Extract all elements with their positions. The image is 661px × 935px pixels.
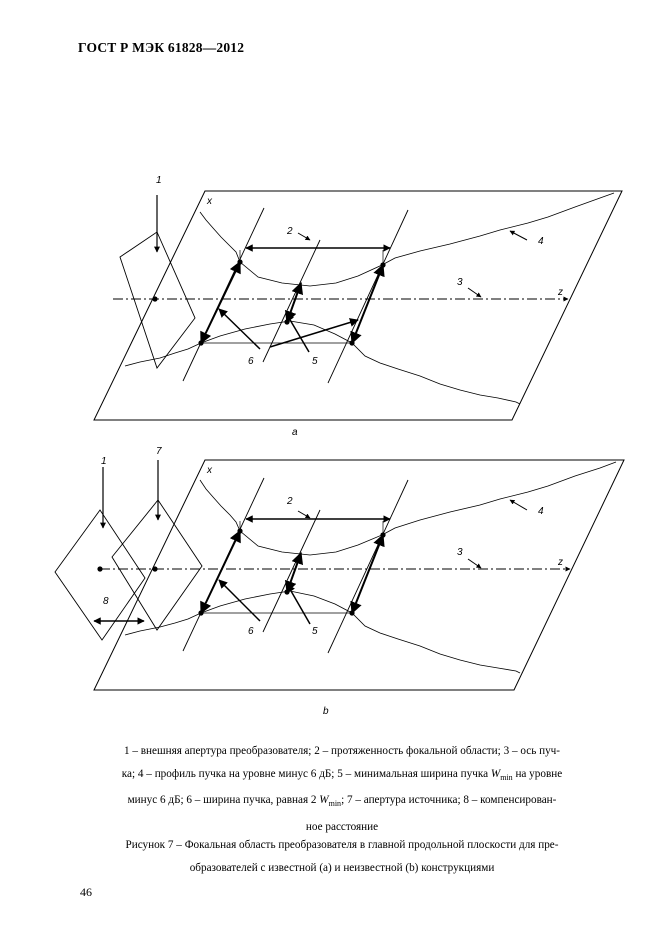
profile-point — [198, 340, 203, 345]
profile-point — [237, 259, 242, 264]
aperture-center-point — [152, 566, 157, 571]
label-8: 8 — [103, 596, 109, 607]
leader-3 — [468, 288, 481, 297]
legend-line: 1 – внешняя апертура преобразователя; 2 – протяженность фокальной области; 3 – ось пуч- — [123, 745, 561, 757]
leader-5 — [287, 584, 310, 624]
profile-point — [380, 532, 385, 537]
leader-2 — [298, 233, 310, 240]
label-z: z — [558, 287, 563, 298]
leader-5 — [286, 313, 309, 352]
focal-line-center — [263, 240, 320, 362]
leader-4 — [510, 231, 527, 240]
label-3: 3 — [457, 547, 463, 558]
aperture-center-point — [152, 296, 157, 301]
profile-point — [284, 589, 289, 594]
leader-4 — [510, 500, 527, 510]
leader-2 — [298, 511, 310, 518]
label-6: 6 — [248, 356, 254, 367]
label-2: 2 — [287, 496, 293, 507]
beam-profile-bottom — [125, 591, 520, 673]
label-x: x — [207, 465, 212, 476]
beam-profile-top — [200, 462, 616, 555]
label-5: 5 — [312, 356, 318, 367]
profile-point — [380, 262, 385, 267]
label-x: x — [207, 196, 212, 207]
caption-line: образователей с известной (a) и неизвестной (b) конструкциями — [189, 861, 495, 874]
leader-6 — [219, 580, 260, 621]
label-z: z — [558, 557, 563, 568]
page-number: 46 — [80, 885, 92, 899]
label-1: 1 — [101, 456, 107, 467]
sub-caption-b: b — [323, 706, 329, 717]
min-beam-width — [287, 283, 301, 322]
label-1: 1 — [156, 175, 162, 186]
figure-a — [94, 175, 622, 438]
document-header: ГОСТ Р МЭК 61828—2012 — [78, 40, 245, 55]
label-4: 4 — [538, 236, 544, 247]
legend-line: ное расстояние — [305, 820, 379, 833]
profile-point — [237, 528, 242, 533]
transducer-aperture — [120, 232, 195, 368]
focal-line-center — [263, 510, 320, 632]
label-5: 5 — [312, 626, 318, 637]
profile-point — [284, 319, 289, 324]
label-2: 2 — [287, 226, 293, 237]
beam-width-left — [201, 262, 240, 343]
caption-line: Рисунок 7 – Фокальная область преобразователя в главной продольной плоскости для пре- — [125, 839, 559, 851]
label-6: 6 — [248, 626, 254, 637]
label-7: 7 — [156, 446, 162, 457]
transducer-aperture — [112, 500, 202, 630]
profile-point — [198, 610, 203, 615]
profile-point — [349, 340, 354, 345]
leader-3 — [468, 559, 481, 568]
beam-width-right — [352, 535, 383, 613]
label-3: 3 — [457, 277, 463, 288]
figure-caption — [82, 834, 602, 879]
label-4: 4 — [538, 506, 544, 517]
figure-b — [55, 446, 624, 717]
beam-profile-top — [200, 193, 614, 286]
legend-line: минус 6 дБ; 6 – ширина пучка, равная 2 $W_{min}$; 7 – апертура источника; 8 – компенсирован- — [127, 794, 557, 809]
profile-point — [349, 610, 354, 615]
beam-width-left — [201, 531, 240, 613]
beam-profile-bottom — [125, 321, 520, 404]
sub-caption-a: a — [292, 427, 298, 438]
legend-line: ка; 4 – профиль пучка на уровне минус 6 дБ; 5 – минимальная ширина пучка $W_{min}$ на уровне — [121, 767, 563, 782]
source-center-point — [97, 566, 102, 571]
longitudinal-plane — [94, 191, 622, 420]
longitudinal-plane — [94, 460, 624, 690]
figure-legend — [82, 740, 602, 838]
